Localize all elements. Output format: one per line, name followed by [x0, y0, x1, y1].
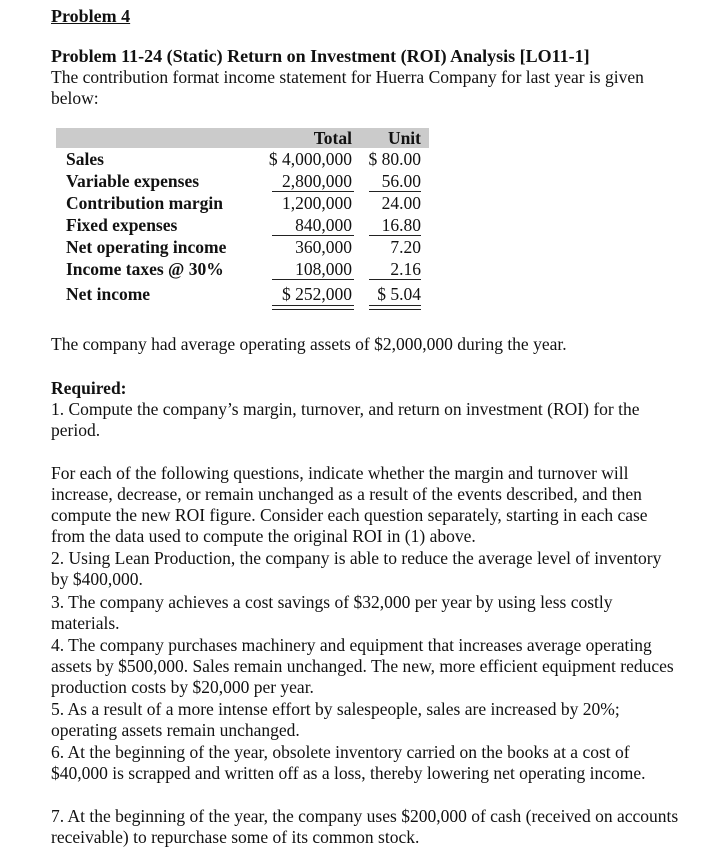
unit-double-underline	[369, 305, 421, 310]
question-4: 4. The company purchases machinery and equipment that increases average operating assets by $500,000. Sales remain unchanged. The new, more efficient equipment reduces production costs by $20,000 per year.	[51, 635, 674, 697]
question-2: 2. Using Lean Production, the company is able to reduce the average level of inventory by $400,000.	[51, 548, 662, 589]
table-row	[56, 193, 429, 215]
table-row	[56, 237, 429, 259]
row-total: 2,800,000	[282, 171, 352, 191]
total-underline	[272, 279, 354, 280]
unit-underline	[369, 235, 421, 236]
problem-subheading: Problem 11-24 (Static) Return on Investment (ROI) Analysis [LO11-1]	[51, 46, 590, 66]
row-label: Sales	[66, 149, 104, 169]
row-unit: 24.00	[381, 193, 421, 213]
table-row	[56, 171, 429, 193]
table-row	[56, 284, 429, 306]
row-label: Net operating income	[66, 237, 227, 257]
requirement-1: 1. Compute the company’s margin, turnover, and return on investment (ROI) for the period.	[51, 399, 640, 440]
row-label: Contribution margin	[66, 193, 224, 213]
instructions-paragraph: For each of the following questions, indicate whether the margin and turnover will increase, decrease, or remain unchanged as a result of the events described, and then compute the new ROI figure. Consider each question separately, starting in each case from the data used to compute the original ROI in (1) above.	[51, 463, 648, 546]
row-total: 360,000	[295, 237, 352, 257]
total-double-underline	[272, 305, 354, 310]
row-unit: $ 5.04	[377, 284, 421, 304]
intro-paragraph: The contribution format income statement for Huerra Company for last year is given below:	[51, 67, 644, 108]
header-unit: Unit	[387, 128, 421, 148]
question-5: 5. As a result of a more intense effort by salespeople, sales are increased by 20%; operating assets remain unchanged.	[51, 699, 620, 740]
unit-underline	[369, 279, 421, 280]
income-statement-table	[56, 128, 429, 308]
question-3: 3. The company achieves a cost savings of $32,000 per year by using less costly materials.	[51, 592, 613, 633]
row-unit: 7.20	[390, 237, 421, 257]
unit-underline	[369, 191, 421, 192]
row-label: Fixed expenses	[66, 215, 178, 235]
table-row	[56, 215, 429, 237]
operating-assets-note: The company had average operating assets of $2,000,000 during the year.	[51, 334, 567, 354]
row-total: 1,200,000	[282, 193, 352, 213]
row-total: 108,000	[295, 259, 352, 279]
row-label: Net income	[66, 284, 151, 304]
required-heading: Required:	[51, 378, 127, 398]
table-row	[56, 149, 429, 171]
row-label: Variable expenses	[66, 171, 200, 191]
row-unit: 56.00	[381, 171, 421, 191]
header-total: Total	[313, 128, 352, 148]
question-7: 7. At the beginning of the year, the company uses $200,000 of cash (received on accounts receivable) to repurchase some of its common stock.	[51, 806, 679, 847]
row-unit: $ 80.00	[368, 149, 421, 169]
total-underline	[272, 191, 354, 192]
row-label: Income taxes @ 30%	[66, 259, 224, 279]
row-total: $ 4,000,000	[268, 149, 352, 169]
row-unit: 16.80	[381, 215, 421, 235]
problem-heading: Problem 4	[51, 6, 131, 26]
total-underline	[272, 235, 354, 236]
row-unit: 2.16	[390, 259, 421, 279]
row-total: 840,000	[295, 215, 352, 235]
question-6: 6. At the beginning of the year, obsolete inventory carried on the books at a cost of $40,000 is scrapped and written off as a loss, thereby lowering net operating income.	[51, 742, 646, 783]
table-header-row	[56, 128, 429, 150]
table-row	[56, 259, 429, 281]
row-total: $ 252,000	[282, 284, 352, 304]
